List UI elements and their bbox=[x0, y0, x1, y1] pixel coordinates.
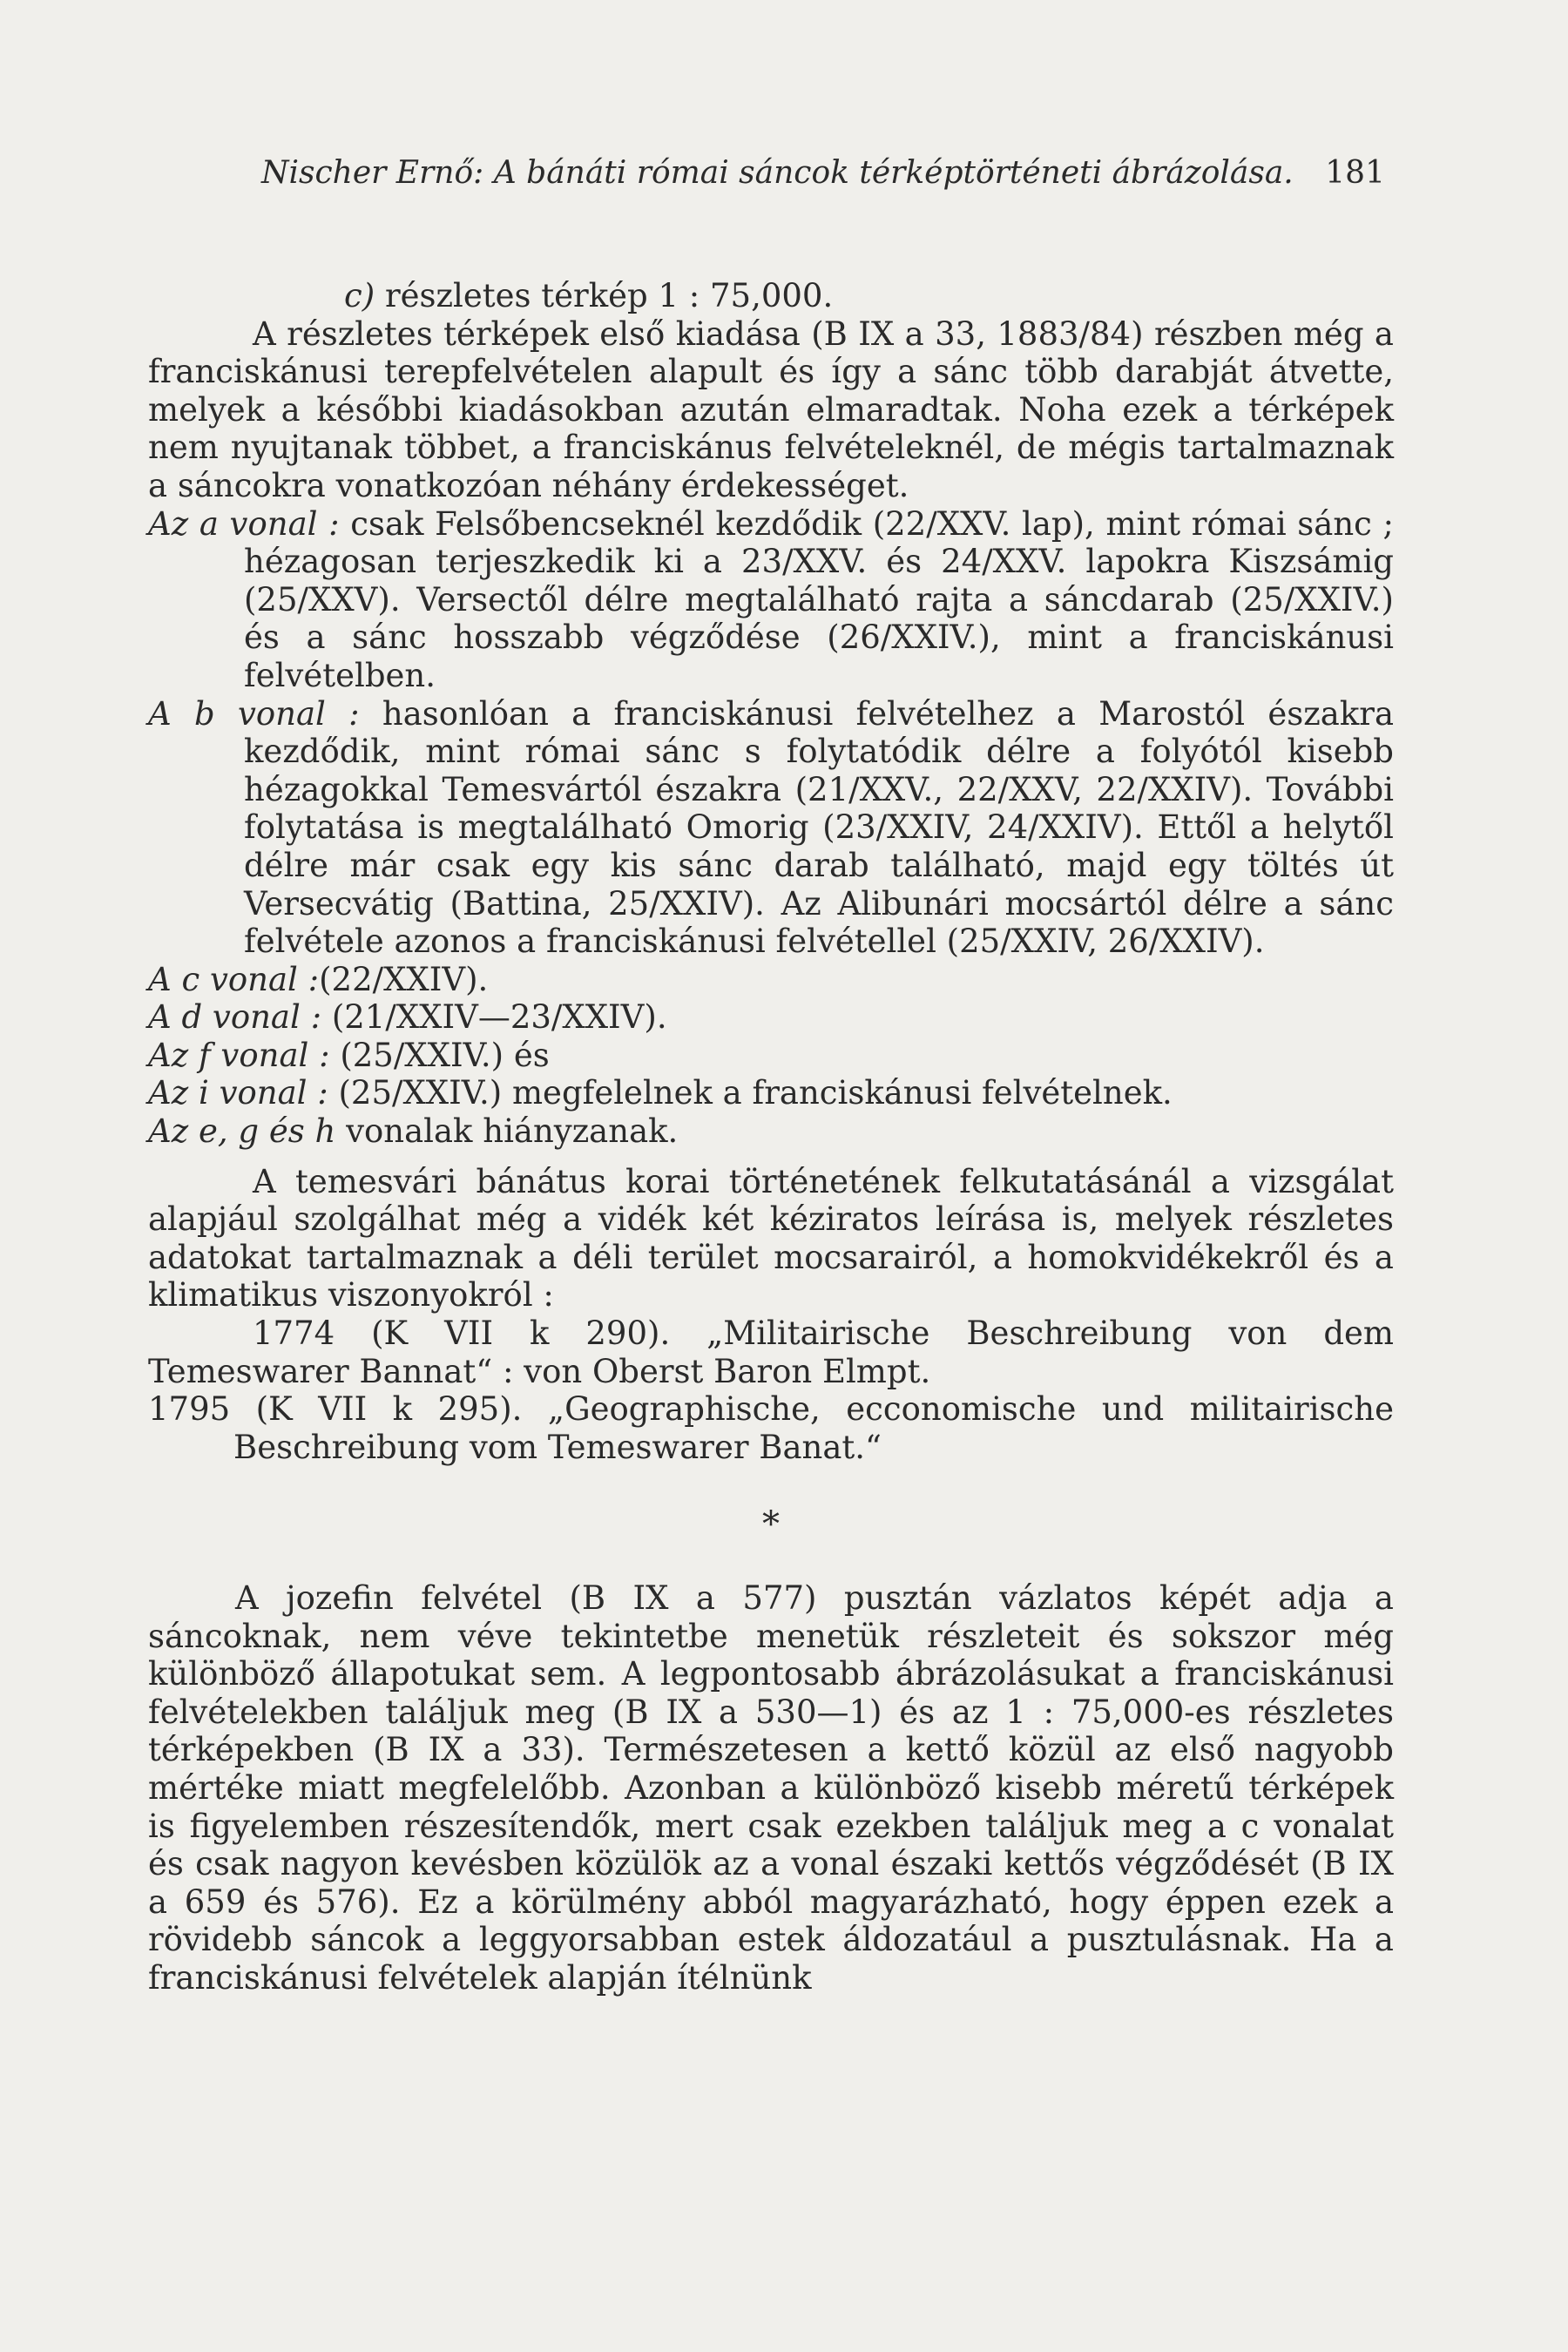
reference-1795: 1795 (K VII k 295). „Geographische, ecconomische und militairische Beschreibung vom Temeswarer Banat.“ bbox=[148, 1390, 1394, 1466]
line-egh-text: vonalak hiányzanak. bbox=[346, 1112, 679, 1151]
line-i-label: Az i vonal : bbox=[148, 1074, 328, 1112]
section-label: c) bbox=[344, 277, 375, 314]
line-b-text: hasonlóan a franciskánusi felvételhez a Marostól északra kezdődik, mint római sánc s folytatódik délre a folyótól kisebb hézagokkal Temesvártól északra (21/XXV., 22/XXV, 22/XXIV). További folytatása is megtalálható Omorig (23/XXIV, 24/XXIV). Ettől a helytől délre már csak egy kis sánc darab található, majd egy töltés út Versecvátig (Battina, 25/XXIV). Az Alibunári mocsártól délre a sánc felvétele azonos a franciskánusi felvétellel (25/XXIV, 26/XXIV). bbox=[244, 694, 1395, 961]
line-d-entry bbox=[148, 998, 1394, 1037]
line-f-text: (25/XXIV.) és bbox=[340, 1036, 550, 1074]
line-d-label: A d vonal : bbox=[148, 998, 322, 1037]
section-separator: * bbox=[762, 1504, 780, 1545]
line-f-label: Az f vonal : bbox=[148, 1036, 330, 1074]
paragraph-2: A temesvári bánátus korai történetének felkutatásánál a vizsgálat alapjául szolgálhat még a vidék két kéziratos leírása is, melyek részletes adatokat tartalmaznak a déli terület mocsarairól, a homokvidékekről és a klimatikus viszonyokról : bbox=[148, 1162, 1394, 1315]
line-d-text: (21/XXIV—23/XXIV). bbox=[331, 998, 667, 1037]
line-a-text: csak Felsőbencseknél kezdődik (22/XXV. lap), mint római sánc ; hézagosan terjeszkedik ki a 23/XXV. és 24/XXV. lapokra Kiszsámig (25/XXV). Versectől délre megtalálható rajta a sáncdarab (25/XXIV.) és a sánc hosszabb végződése (26/XXIV.), mint a franciskánusi felvételben. bbox=[244, 504, 1394, 694]
line-b-entry bbox=[148, 695, 1394, 961]
line-c-text: (22/XXIV). bbox=[319, 960, 489, 998]
reference-1774: 1774 (K VII k 290). „Militairische Beschreibung von dem Temeswarer Bannat“ : von Oberst Baron Elmpt. bbox=[148, 1315, 1394, 1390]
line-c-entry bbox=[148, 961, 1394, 999]
section-title: részletes térkép 1 : 75,000. bbox=[384, 277, 834, 314]
line-i-text: (25/XXIV.) megfelelnek a franciskánusi felvételnek. bbox=[338, 1074, 1173, 1112]
page bbox=[148, 0, 1394, 2352]
running-title: Nischer Ernő: A bánáti római sáncok térképtörténeti ábrázolása. bbox=[261, 155, 1294, 191]
line-b-label: A b vonal : bbox=[148, 694, 360, 733]
line-c-label: A c vonal : bbox=[148, 960, 320, 998]
paragraph-3: A jozefin felvétel (B IX a 577) pusztán vázlatos képét adja a sáncoknak, nem véve tekintetbe menetük részleteit és sokszor még különböző állapotukat sem. A legpontosabb ábrázolásukat a franciskánusi felvételekben találjuk meg (B IX a 530—1) és az 1 : 75,000-es részletes térképekben (B IX a 33). Természetesen a kettő közül az első nagyobb mértéke miatt megfelelőbb. Azonban a különböző kisebb méretű térképek is figyelemben részesítendők, mert csak ezekben találjuk meg a c vonalat és csak nagyon kevésben közülök az a vonal északi kettős végződését (B IX a 659 és 576). Ez a körülmény abból magyarázható, hogy éppen ezek a rövidebb sáncok a leggyorsabban estek áldozatául a pusztulásnak. Ha a franciskánusi felvételek alapján ítélnünk bbox=[148, 1579, 1394, 1997]
line-i-entry bbox=[148, 1074, 1394, 1112]
line-a-entry bbox=[148, 505, 1394, 695]
page-number: 181 bbox=[1325, 155, 1385, 191]
line-egh-entry bbox=[148, 1112, 1394, 1151]
line-f-entry bbox=[148, 1037, 1394, 1075]
line-a-label: Az a vonal : bbox=[148, 504, 340, 543]
page-body bbox=[148, 277, 1394, 1997]
section-heading bbox=[148, 277, 1394, 315]
paragraph-1: A részletes térképek első kiadása (B IX a 33, 1883/84) részben még a franciskánusi terepfelvételen alapult és így a sánc több darabját átvette, melyek a későbbi kiadásokban azután elmaradtak. Noha ezek a térképek nem nyujtanak többet, a franciskánus felvételeknél, de mégis tartalmaznak a sáncokra vonatkozóan néhány érdekességet. bbox=[148, 314, 1394, 504]
running-header bbox=[261, 155, 1394, 191]
line-egh-label: Az e, g és h bbox=[148, 1112, 336, 1151]
